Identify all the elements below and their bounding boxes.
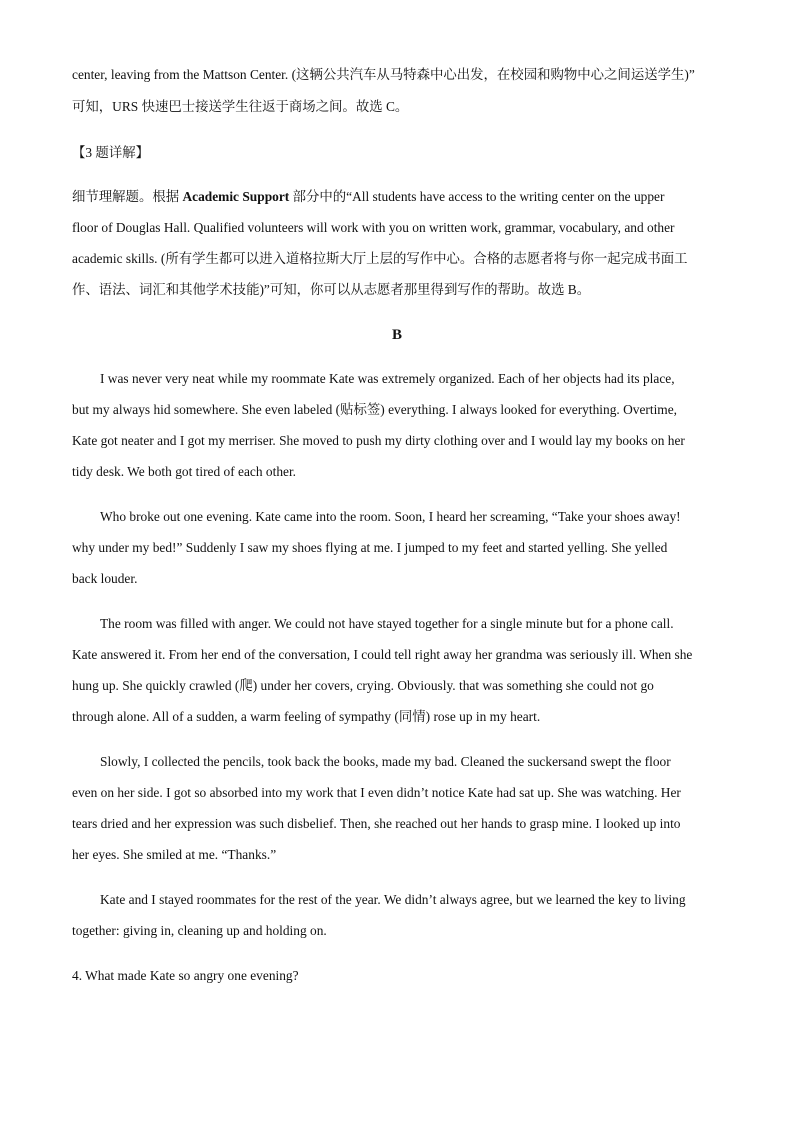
paragraph-line: why under my bed!” Suddenly I saw my shoes flying at me. I jumped to my feet and started yelling. She yelled	[72, 540, 668, 555]
paragraph-line: tears dried and her expression was such disbelief. Then, she reached out her hands to grasp mine. I looked up into	[72, 816, 681, 831]
paragraph-line: but my always hid somewhere. She even labeled (贴标签) everything. I always looked for everything. Overtime,	[72, 402, 678, 417]
question-4: 4. What made Kate so angry one evening?	[72, 968, 299, 983]
explanation-3-quote: 部分中的“All students have access to the writing center on the upper	[289, 189, 665, 204]
paragraph-line: together: giving in, cleaning up and holding on.	[72, 923, 327, 938]
explanation-3-line-3: academic skills. (所有学生都可以进入道格拉斯大厅上层的写作中心。合格的志愿者将与你一起完成书面工	[72, 251, 688, 266]
explanation-line-2: 可知，URS 快速巴士接送学生往返于商场之间。故选 C。	[72, 99, 409, 114]
explanation-line-1: center, leaving from the Mattson Center. (这辆公共汽车从马特森中心出发，在校园和购物中心之间运送学生)”	[72, 67, 695, 82]
paragraph-line: back louder.	[72, 571, 138, 586]
passage-title: B	[391, 327, 402, 343]
paragraph-line: Slowly, I collected the pencils, took back the books, made my bad. Cleaned the suckersand swept the floor	[100, 754, 671, 769]
paragraph-line: Kate answered it. From her end of the conversation, I could tell right away her grandma was seriously ill. When she	[72, 647, 693, 662]
explanation-3-prefix: 细节理解题。根据	[72, 189, 183, 204]
explanation-3-line-1	[72, 188, 664, 206]
paragraph-line: through alone. All of a sudden, a warm feeling of sympathy (同情) rose up in my heart.	[72, 709, 541, 724]
paragraph-line: even on her side. I got so absorbed into my work that I even didn’t notice Kate had sat up. She was watching. Her	[72, 785, 681, 800]
question-3-heading: 【3 题详解】	[72, 145, 149, 160]
explanation-3-line-2: floor of Douglas Hall. Qualified volunteers will work with you on written work, grammar, vocabulary, and other	[72, 220, 675, 235]
paragraph-line: her eyes. She smiled at me. “Thanks.”	[72, 847, 277, 862]
paragraph-line: I was never very neat while my roommate Kate was extremely organized. Each of her objects had its place,	[100, 371, 675, 386]
paragraph-line: Kate got neater and I got my merriser. She moved to push my dirty clothing over and I would lay my books on her	[72, 433, 685, 448]
explanation-3-line-4: 作、语法、词汇和其他学术技能)”可知，你可以从志愿者那里得到写作的帮助。故选 B。	[72, 282, 591, 297]
paragraph-line: The room was filled with anger. We could not have stayed together for a single minute but for a phone call.	[100, 616, 674, 631]
paragraph-line: Who broke out one evening. Kate came into the room. Soon, I heard her screaming, “Take your shoes away!	[100, 509, 681, 524]
paragraph-line: Kate and I stayed roommates for the rest of the year. We didn’t always agree, but we learned the key to living	[100, 892, 686, 907]
paragraph-line: hung up. She quickly crawled (爬) under her covers, crying. Obviously. that was something she could not go	[72, 678, 654, 693]
academic-support-label: Academic Support	[182, 189, 290, 204]
paragraph-line: tidy desk. We both got tired of each other.	[72, 464, 297, 479]
